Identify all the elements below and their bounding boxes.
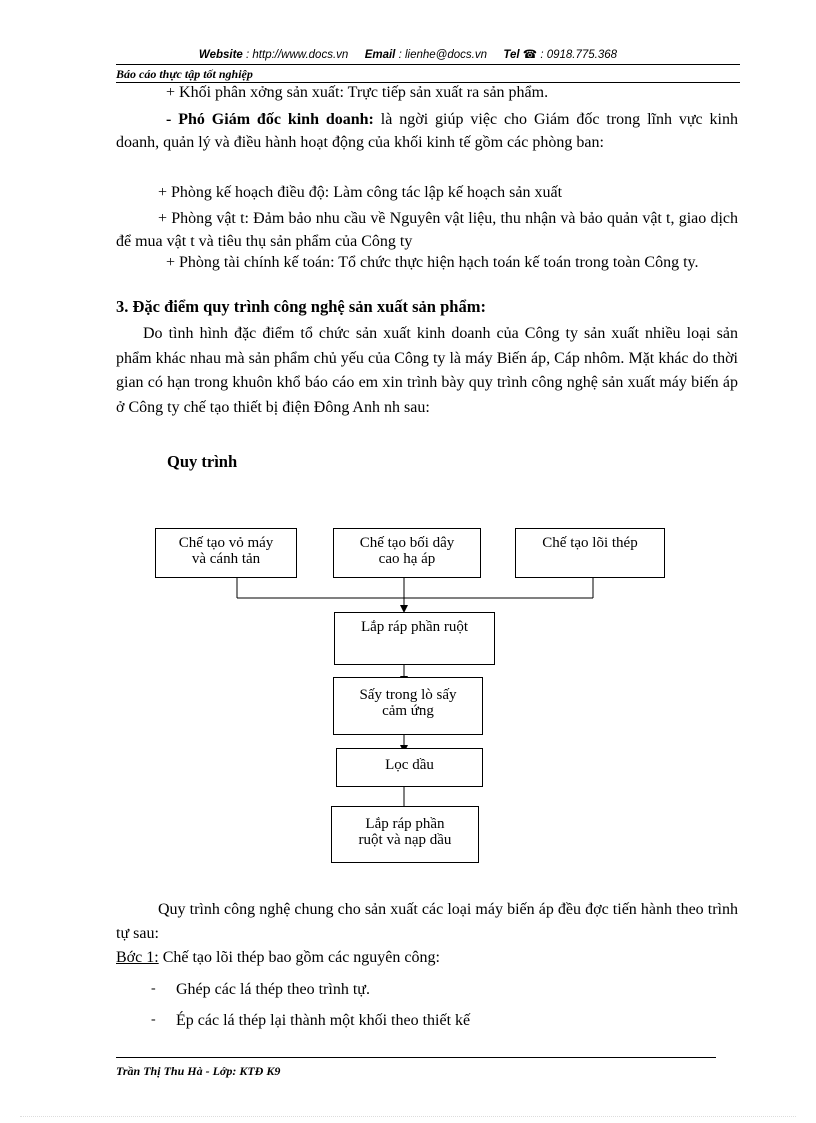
footer-author: Trần Thị Thu Hà - Lớp: KTĐ K9	[116, 1064, 281, 1078]
box-assemble-line-1: Lắp ráp phần ruột	[360, 619, 469, 635]
box-coil-line-2: cao hạ áp	[378, 551, 436, 567]
telephone-icon: ☎	[522, 49, 538, 61]
box-final-line-2: ruột và nạp dầu	[358, 832, 452, 848]
box-oil-line-1: Lọc dầu	[385, 757, 434, 773]
box-core-line-1: Chế tạo lõi thép	[542, 535, 638, 551]
website-value: : http://www.docs.vn	[246, 49, 349, 61]
org-line-factory: + Khối phân xởng sản xuất: Trực tiếp sản xuất ra sản phẩm.	[166, 84, 549, 101]
box-steel-core	[515, 528, 665, 578]
box-coil-winding	[333, 528, 481, 578]
bullet-item-1: Ghép các lá thép theo trình tự.	[176, 981, 370, 998]
footer-rule	[116, 1057, 716, 1058]
website-label: Website	[198, 49, 243, 61]
box-coil-line-1: Chế tạo bối dây	[359, 535, 455, 551]
section-heading: 3. Đặc điểm quy trình công nghệ sản xuất sản phẩm:	[116, 297, 486, 316]
intro-paragraph: Do tình hình đặc điểm tổ chức sản xuất kinh doanh của Công ty sản xuất nhiều loại sản phẩm khác nhau mà sản phẩm chủ yếu của Công ty là máy Biến áp, Cáp nhôm. Mặt khác do thời gian có hạn trong khuôn khổ báo cáo em xin trình bày quy trình công nghệ sản xuất máy biến áp ở Công ty chế tạo thiết bị điện Đông Anh nh sau:	[116, 325, 738, 416]
box-core-assembly	[334, 612, 495, 665]
dept-materials: + Phòng vật t: Đảm bảo nhu cầu về Nguyên vật liệu, thu nhận và bảo quản vật t, giao dịch để mua vật t và tiêu thụ sản phẩm của Công ty	[116, 210, 738, 250]
tel-label: Tel	[503, 49, 520, 61]
bullet-marker-1: -	[151, 981, 156, 996]
box-shell-line-1: Chế tạo vỏ máy	[178, 535, 274, 551]
box-shell-line-2: và cánh tản	[191, 551, 261, 567]
box-final-line-1: Lắp ráp phần	[365, 816, 445, 832]
process-sequence-paragraph: Quy trình công nghệ chung cho sản xuất các loại máy biến áp đều đợc tiến hành theo trình tự sau:	[116, 901, 738, 942]
page-bottom-edge	[20, 1116, 796, 1117]
bullet-item-2: Ép các lá thép lại thành một khối theo thiết kế	[176, 1012, 471, 1029]
deputy-director-text: là ngời giúp việc cho Giám đốc trong lĩnh vực kinh doanh, quản lý và điều hành hoạt động của khối kinh tế gồm các phòng ban:	[116, 111, 738, 151]
bullet-marker-2: -	[151, 1012, 156, 1027]
step-1-line	[116, 949, 440, 967]
box-oil-filter	[336, 748, 483, 787]
box-dry-line-2: cảm ứng	[382, 703, 434, 719]
box-dry-line-1: Sấy trong lò sấy	[359, 687, 457, 703]
report-title: Báo cáo thực tập tốt nghiệp	[116, 67, 253, 81]
diagram-title: Quy trình	[167, 452, 238, 471]
step-1-label: Bớc 1:	[116, 949, 159, 966]
deputy-director-label: - Phó Giám đốc kinh doanh:	[166, 111, 374, 128]
dept-planning: + Phòng kế hoạch điều độ: Làm công tác lập kế hoạch sản xuất	[158, 184, 563, 201]
email-label: Email	[364, 49, 396, 61]
box-shell-fins	[155, 528, 297, 578]
tel-value: : 0918.775.368	[540, 49, 618, 61]
dept-finance: + Phòng tài chính kế toán: Tổ chức thực hiện hạch toán kế toán trong toàn Công ty.	[166, 254, 699, 271]
email-value: : lienhe@docs.vn	[398, 49, 487, 61]
box-final-assembly	[331, 806, 479, 863]
step-1-text: Chế tạo lõi thép bao gồm các nguyên công:	[158, 949, 440, 966]
box-induction-drying	[333, 677, 483, 735]
